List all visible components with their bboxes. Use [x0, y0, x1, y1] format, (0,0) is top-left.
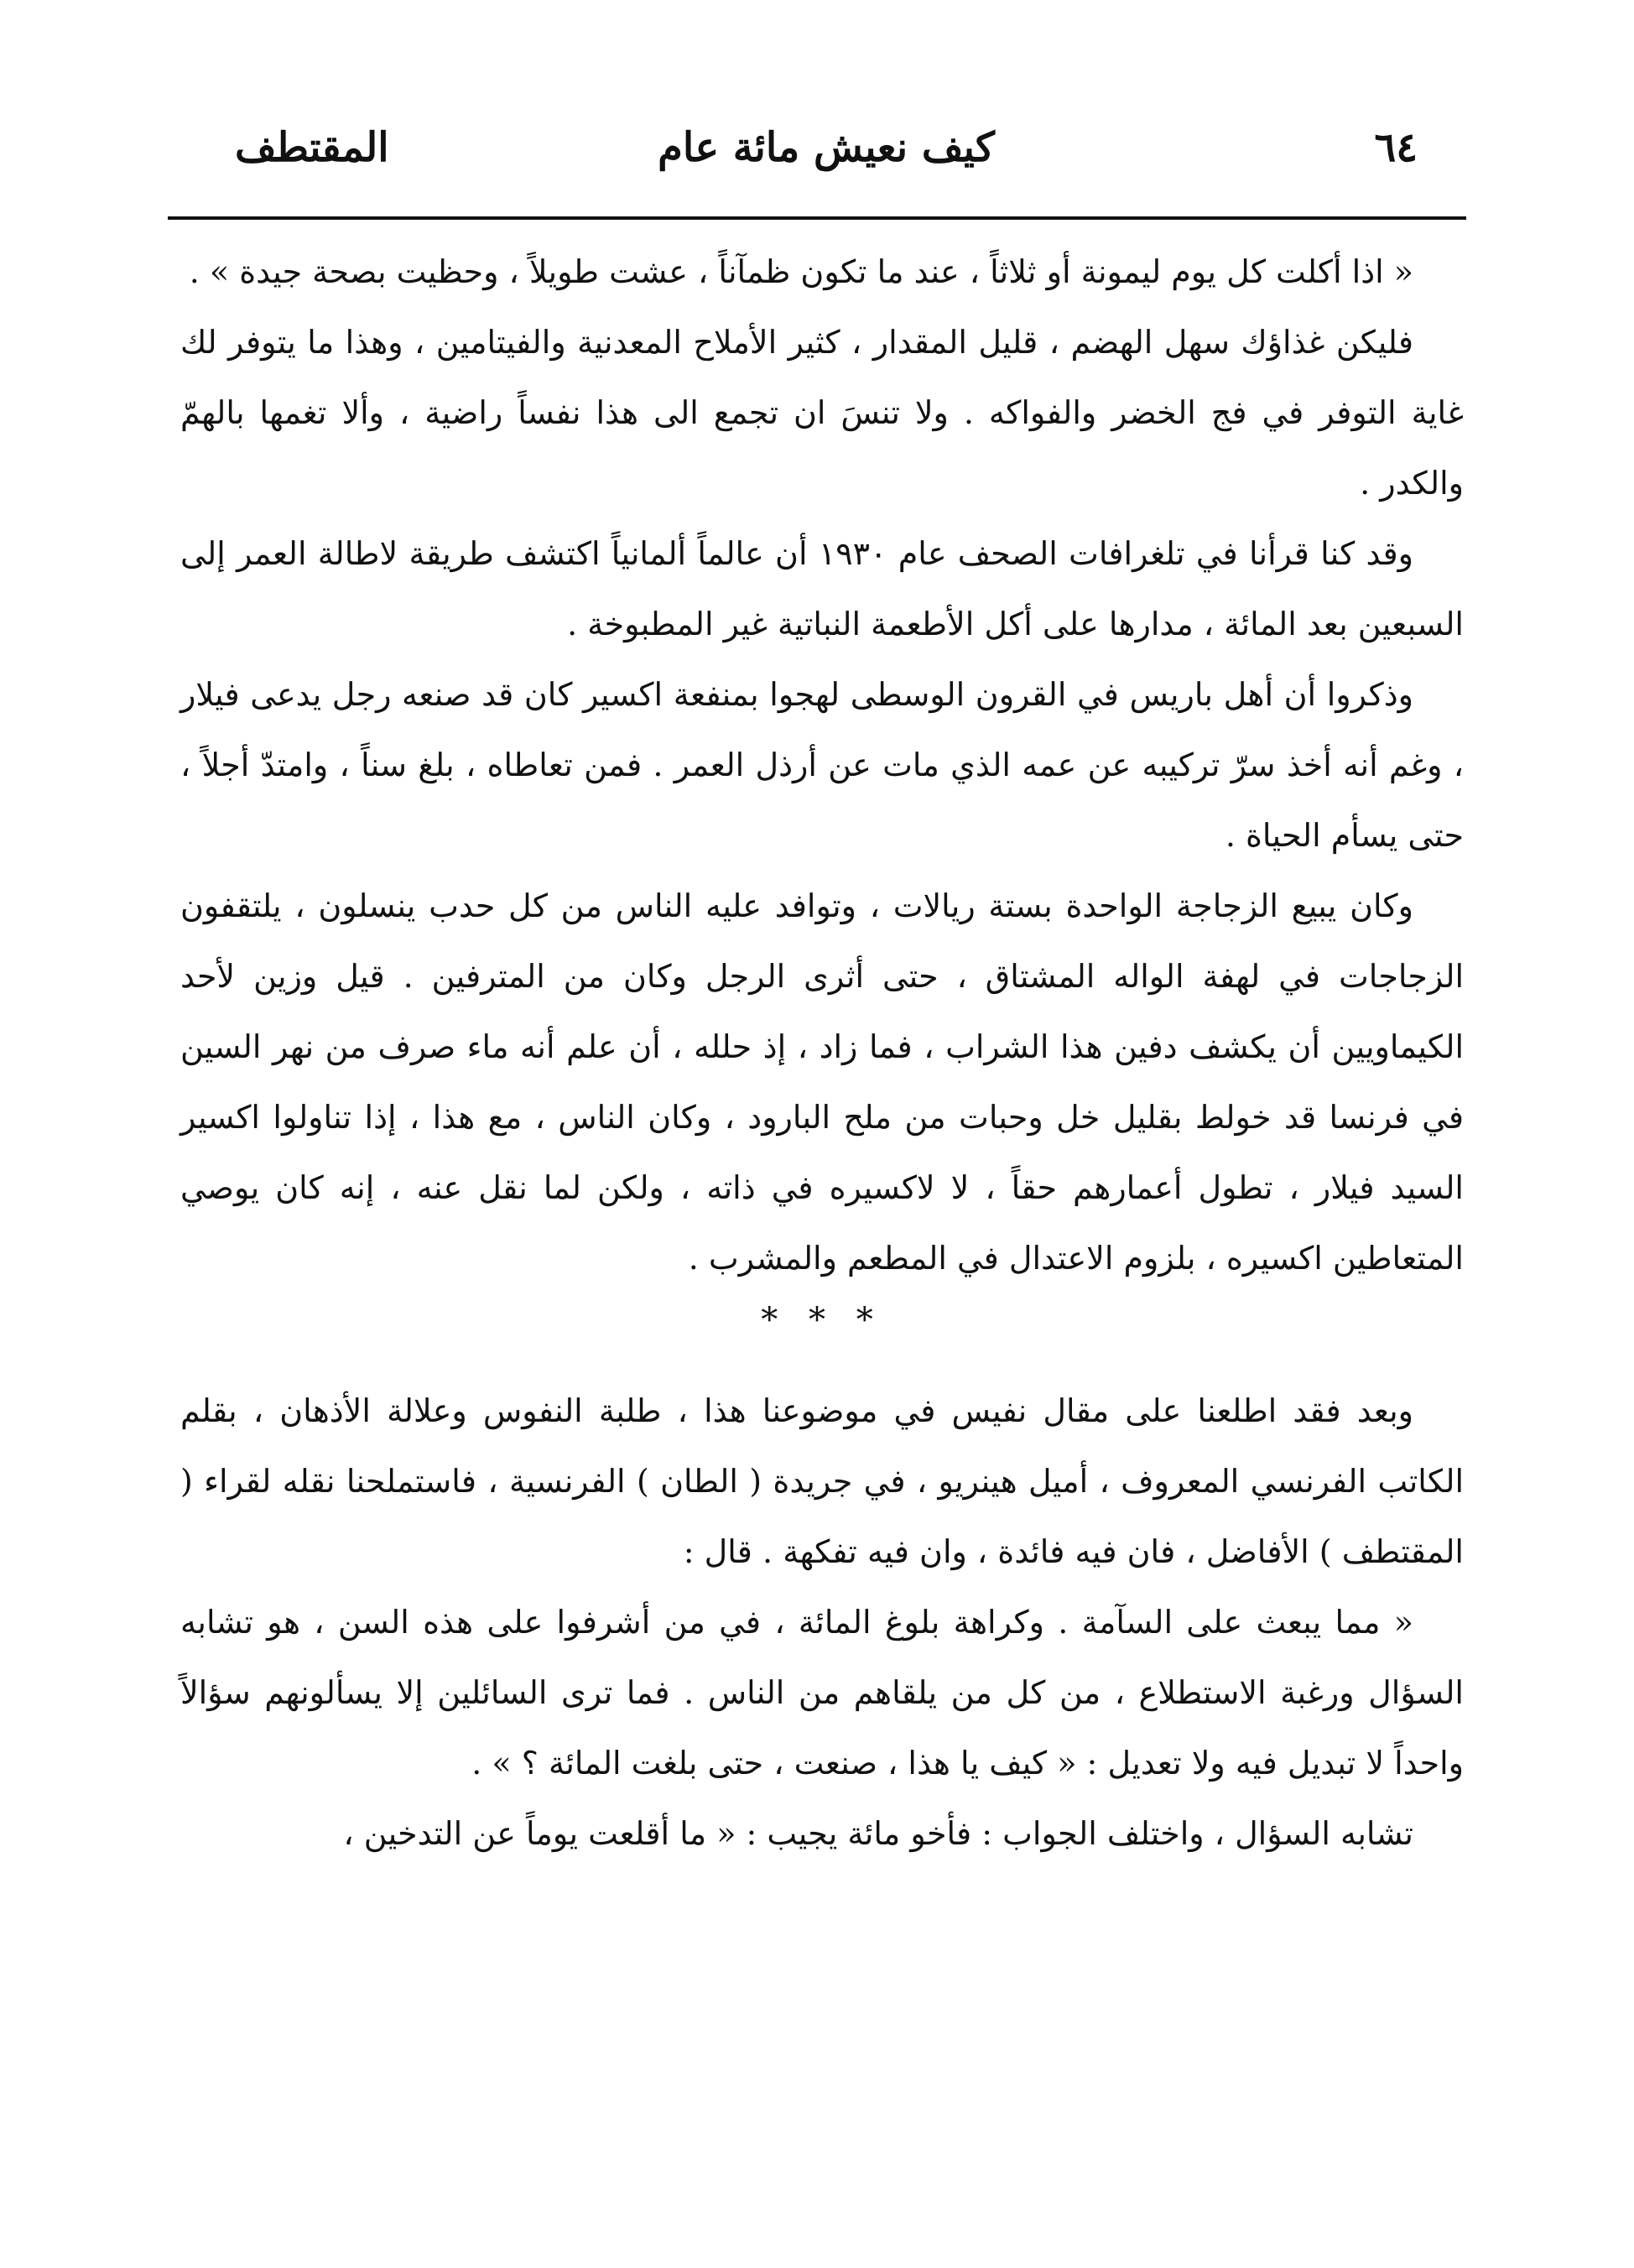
paragraph-elixir-sales: وكان يبيع الزجاجة الواحدة بستة ريالات ، وتوافد عليه الناس من كل حدب ينسلون ، يلتقفون الزجاجات في لهفة الواله المشتاق ، حتى أثرى الرجل وكان من المترفين . قيل وزين لأحد الكيماويين أن يكشف دفين هذا الشراب ، فما زاد ، إذ حلله ، أن علم أنه ماء صرف من نهر السين في فرنسا قد خولط بقليل خل وحبات من ملح البارود ، وكان الناس ، مع هذا ، إذا تناولوا اكسير السيد فيلار ، تطول أعمارهم حقاً ، لا لاكسيره في ذاته ، ولكن لما نقل عنه ، إنه كان يوصي المتعاطين اكسيره ، بلزوم الاعتدال في المطعم والمشرب . — [180, 887, 1464, 1277]
article-body — [180, 237, 1464, 1869]
page-header — [235, 124, 1418, 185]
paragraph-centenarian-question: « مما يبعث على السآمة . وكراهة بلوغ المائة ، في من أشرفوا على هذه السن ، هو تشابه السؤال ورغبة الاستطلاع ، من كل من يلقاهم من الناس . فما ترى السائلين إلا يسألونهم سؤالاً واحداً لا تبديل فيه ولا تعديل : « كيف يا هذا ، صنعت ، حتى بلغت المائة ؟ » . — [180, 1604, 1464, 1782]
page-number: ٦٤ — [1374, 124, 1418, 171]
paragraph-answers: تشابه السؤال ، واختلف الجواب : فأخو مائة يجيب : « ما أقلعت يوماً عن التدخين ، — [343, 1815, 1413, 1852]
paragraph-paris-elixir: وذكروا أن أهل باريس في القرون الوسطى لهجوا بمنفعة اكسير كان قد صنعه رجل يدعى فيلار ، وغم أنه أخذ سرّ تركيبه عن عمه الذي مات عن أرذل العمر . فمن تعاطاه ، بلغ سناً ، وامتدّ أجلاً ، حتى يسأم الحياة . — [180, 676, 1464, 854]
paragraph-henriot-article: وبعد فقد اطلعنا على مقال نفيس في موضوعنا هذا ، طلبة النفوس وعلالة الأذهان ، بقلم الكاتب الفرنسي المعروف ، أميل هينريو ، في جريدة ( الطان ) الفرنسية ، فاستملحنا نقله لقراء ( المقتطف ) الأفاضل ، فان فيه فائدة ، وان فيه تفكهة . قال : — [180, 1392, 1464, 1570]
article-title: كيف نعيش مائة عام — [658, 124, 995, 171]
journal-name: المقتطف — [235, 124, 389, 171]
header-rule — [168, 216, 1466, 220]
paragraph-german-scientist: وقد كنا قرأنا في تلغرافات الصحف عام ١٩٣٠ أن عالماً ألمانياً اكتشف طريقة لاطالة العمر إلى السبعين بعد المائة ، مدارها على أكل الأطعمة النباتية غير المطبوخة . — [180, 535, 1464, 642]
paragraph-lemon-quote: « اذا أكلت كل يوم ليمونة أو ثلاثاً ، عند ما تكون ظمآناً ، عشت طويلاً ، وحظيت بصحة جيدة » . — [189, 253, 1413, 290]
section-separator: * * * — [761, 1301, 883, 1339]
paragraph-diet-advice: فليكن غذاؤك سهل الهضم ، قليل المقدار ، كثير الأملاح المعدنية والفيتامين ، وهذا ما يتوفر لك غاية التوفر في فج الخضر والفواكه . ولا تنسَ ان تجمع الى هذا نفساً راضية ، وألا تغمها بالهمّ والكدر . — [180, 324, 1464, 502]
